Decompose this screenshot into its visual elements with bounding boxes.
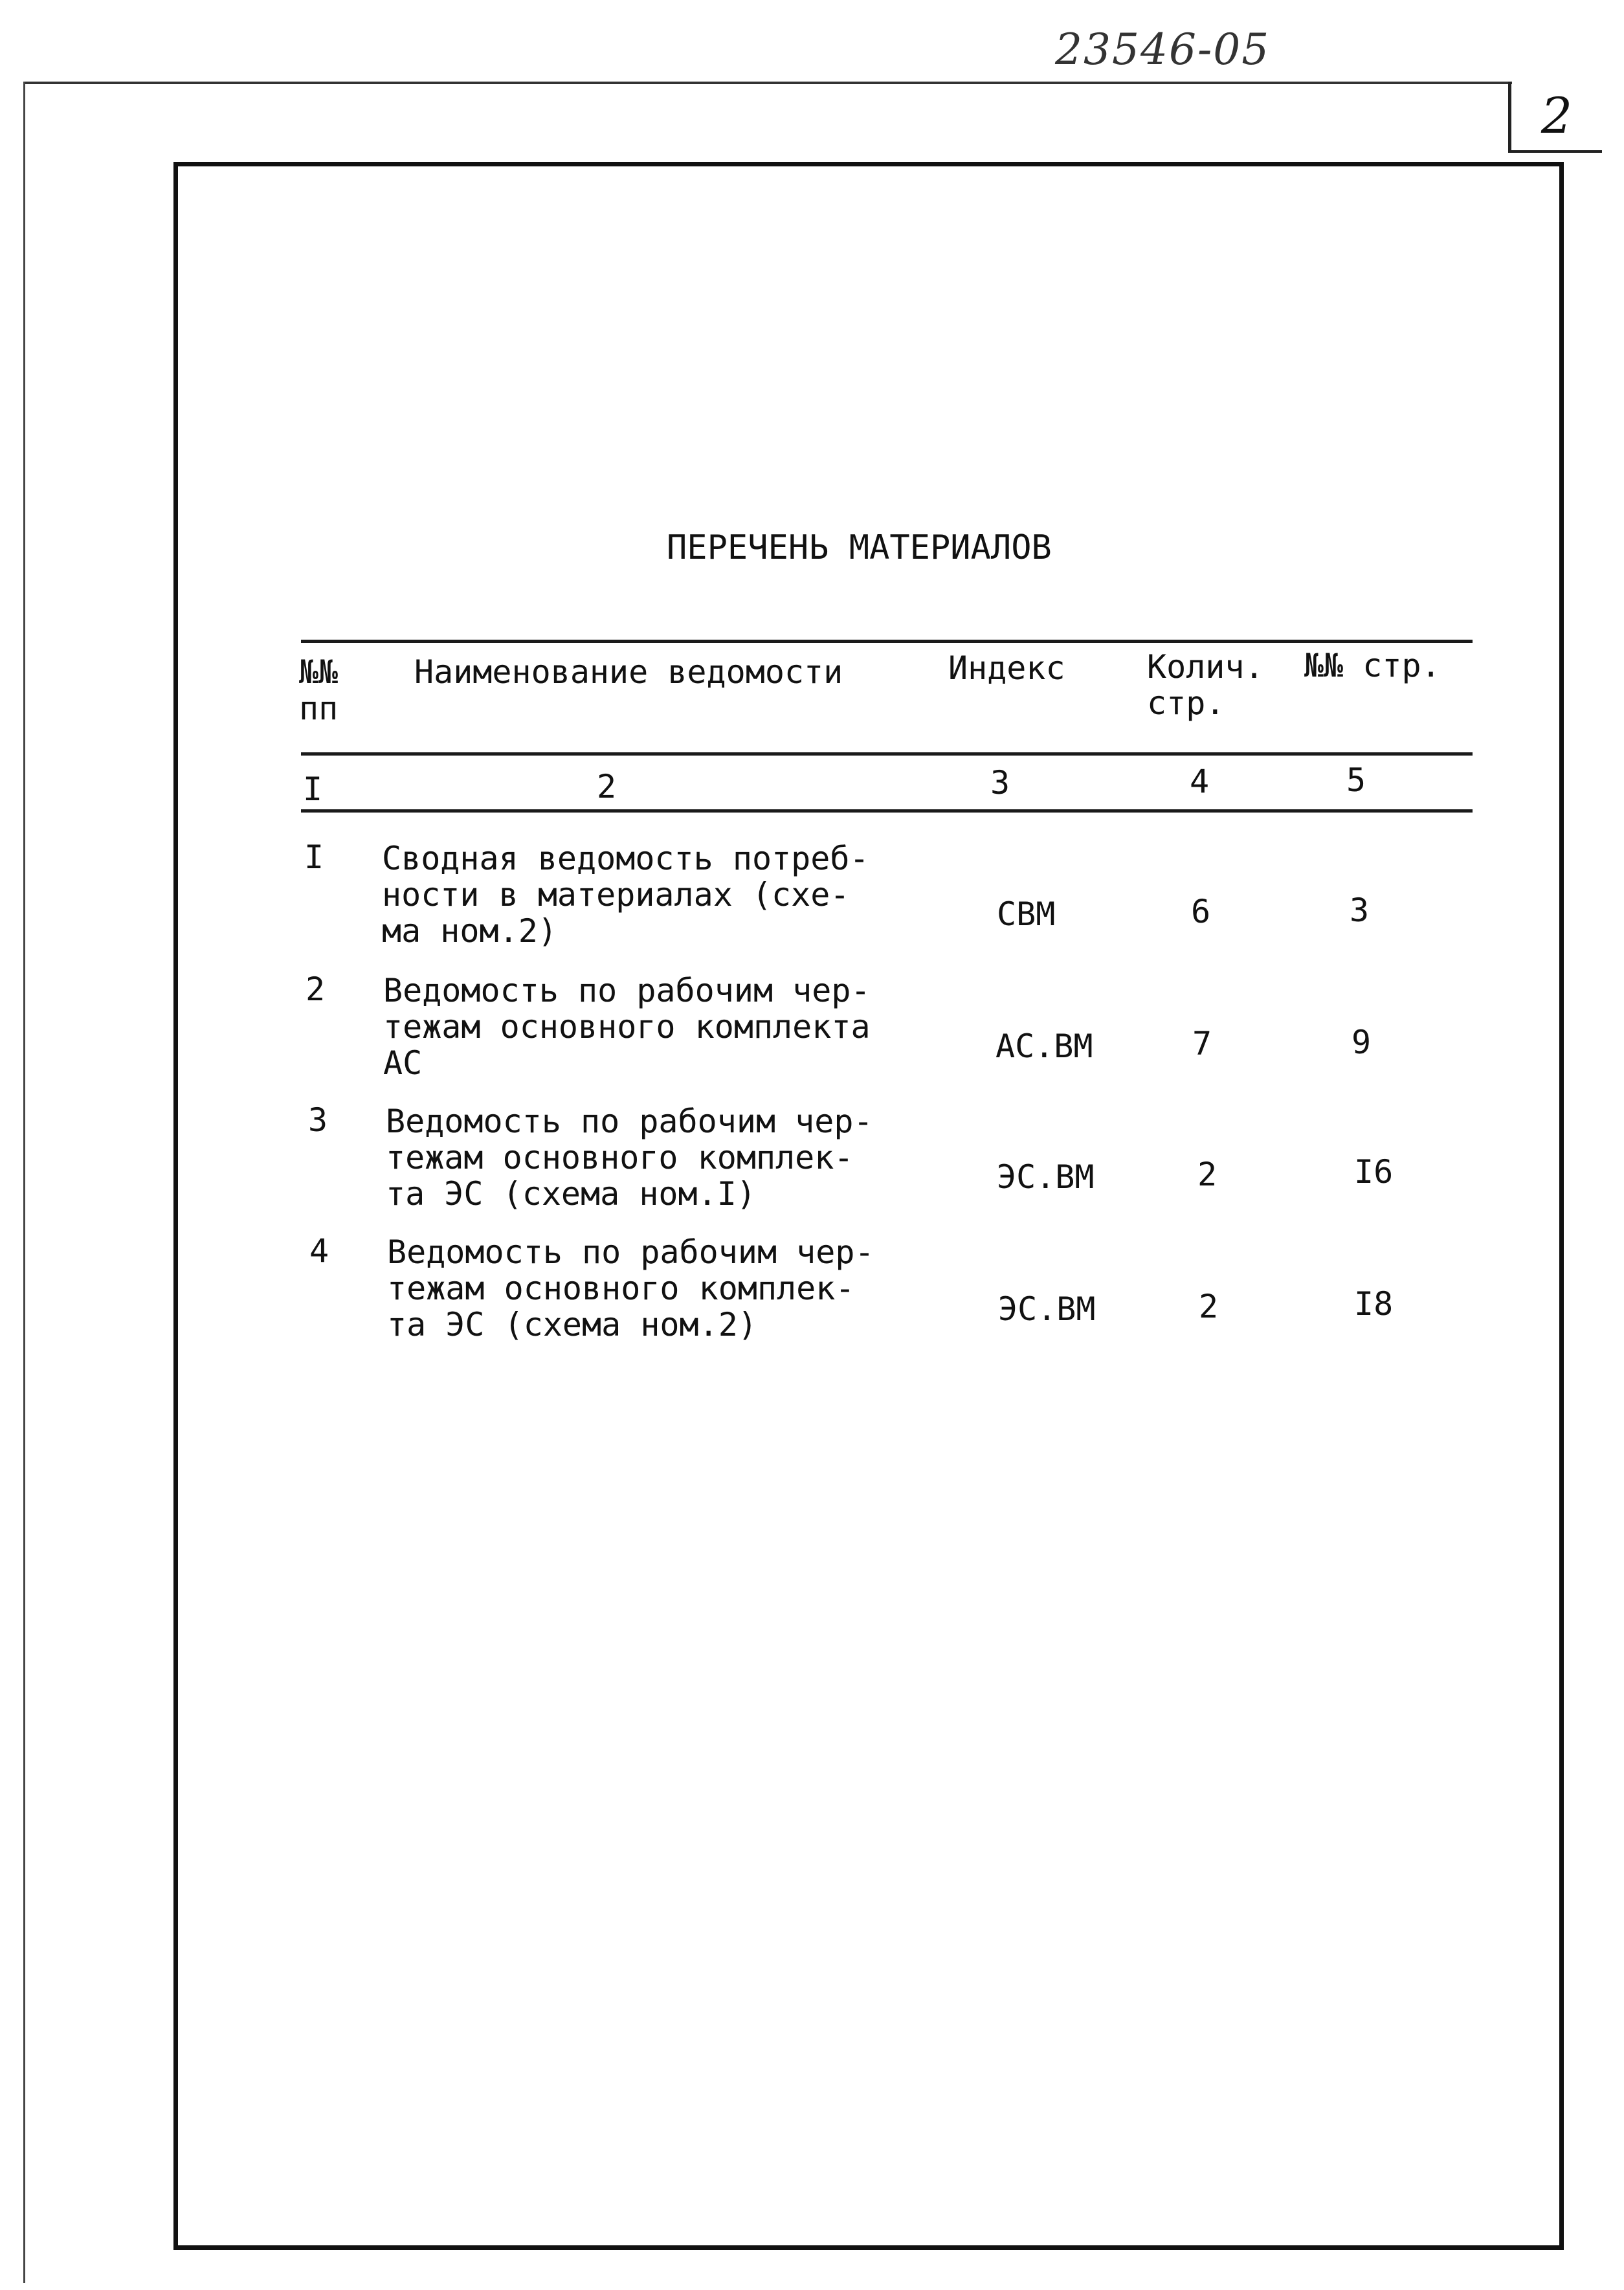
row-3-name: Ведомость по рабочим чер- тежам основного комплек- та ЭС (схема ном.I) xyxy=(386,1103,873,1213)
header-count: Колич. стр. xyxy=(1147,648,1264,722)
outer-frame-top-line xyxy=(23,82,1512,84)
row-3-num: 3 xyxy=(308,1101,328,1139)
document-title: ПЕРЕЧЕНЬ МАТЕРИАЛОВ xyxy=(667,528,1052,567)
header-page: №№ стр. xyxy=(1304,647,1441,684)
column-numbers-rule xyxy=(301,809,1473,813)
column-number: 2 xyxy=(597,768,617,805)
header-name: Наименование ведомости xyxy=(414,653,843,691)
row-1-page: 3 xyxy=(1350,892,1370,929)
row-3-page: I6 xyxy=(1354,1153,1394,1191)
row-1-index: СВМ xyxy=(997,895,1056,933)
row-1-num: I xyxy=(304,838,324,876)
row-2-name: Ведомость по рабочим чер- тежам основного комплекта АС xyxy=(383,972,871,1082)
row-3-index: ЭС.ВМ xyxy=(997,1158,1095,1196)
archive-number: 23546-05 xyxy=(1055,25,1271,74)
page-number: 2 xyxy=(1508,82,1602,153)
header-index: Индекс xyxy=(948,649,1065,687)
column-number: I xyxy=(303,770,323,808)
header-bottom-rule xyxy=(301,752,1473,756)
row-1-name: Сводная ведомость потреб- ности в материалах (схе- ма ном.2) xyxy=(382,840,869,950)
row-2-page: 9 xyxy=(1351,1024,1372,1061)
outer-frame-left-line xyxy=(23,82,25,2283)
row-2-num: 2 xyxy=(306,971,326,1008)
row-4-page: I8 xyxy=(1354,1285,1394,1323)
column-number: 5 xyxy=(1346,761,1366,799)
row-4-index: ЭС.ВМ xyxy=(998,1290,1096,1328)
row-1-count: 6 xyxy=(1191,893,1211,930)
column-number: 4 xyxy=(1190,763,1210,800)
row-4-count: 2 xyxy=(1199,1288,1219,1325)
row-2-index: АС.ВМ xyxy=(996,1027,1093,1065)
header-num: №№ пп xyxy=(299,653,339,727)
row-4-num: 4 xyxy=(309,1232,329,1270)
row-3-count: 2 xyxy=(1197,1156,1218,1193)
row-4-name: Ведомость по рабочим чер- тежам основного комплек- та ЭС (схема ном.2) xyxy=(387,1233,874,1343)
table-top-rule xyxy=(301,640,1473,643)
column-number: 3 xyxy=(990,764,1010,802)
row-2-count: 7 xyxy=(1192,1025,1212,1062)
